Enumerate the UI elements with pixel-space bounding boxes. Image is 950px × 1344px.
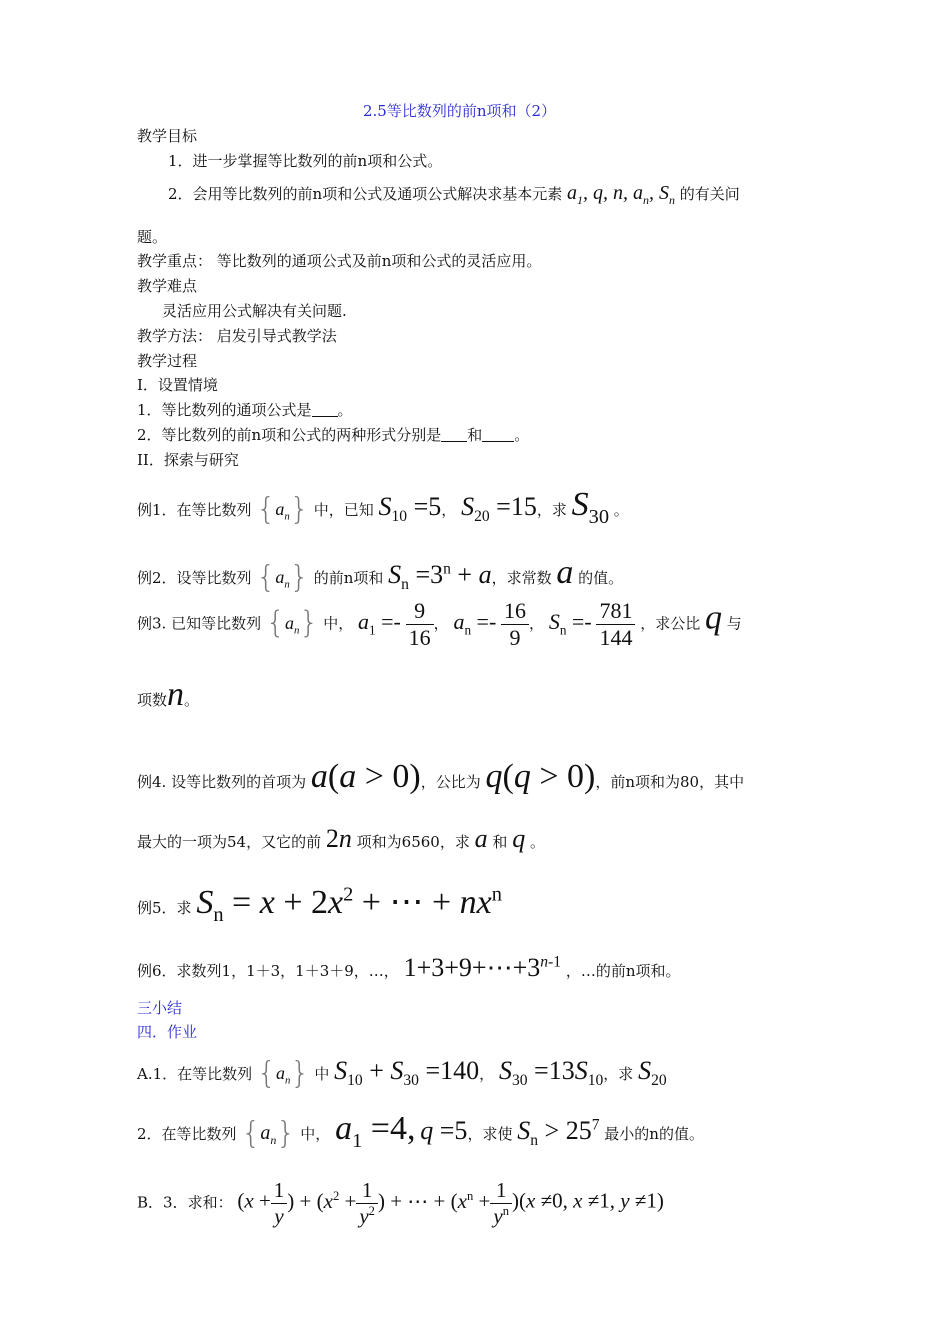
homework-2-text-b: 中， [300,1125,331,1143]
key-points: 教学重点： 等比数列的通项公式及前n项和公式的灵活应用。 [137,252,542,270]
example-4-text-b: ，公比为 [420,773,481,791]
homework-a1-text-c: ， [479,1065,495,1083]
page-title: 2.5等比数列的前n项和（2） [363,102,557,120]
section-2: II．探索与研究 [137,451,239,469]
goal-2-tail: 的有关问 [679,185,740,203]
method: 教学方法： 启发引导式教学法 [137,327,337,345]
process-heading: 教学过程 [137,352,198,370]
question-1-end: 。 [337,401,353,419]
formula: $a_1$ =- [358,608,401,637]
homework-a1-text-b: 中 [314,1065,330,1083]
example-4-text-d: 最大的一项为54，又它的前 [137,833,322,851]
example-2-text-d: 的值。 [578,569,624,587]
example-3-text-a: 例3. 已知等比数列 [137,614,262,633]
example-4-text-f: 和 [492,833,508,851]
example-1-text-d: ，求 [536,501,567,519]
example-1-text-e: 。 [613,501,629,519]
homework-a1-text-a: A.1．在等比数列 [137,1065,253,1083]
example-3-text-f: 。 [184,691,200,709]
example-4-text-g: 。 [529,833,545,851]
example-2-text-c: ，求常数 [491,569,552,587]
goal-2 [168,182,740,207]
homework-heading: 四．作业 [137,1023,198,1041]
example-2-text-b: 的前n项和 [313,569,384,587]
question-2 [137,428,529,443]
homework-b3-text-a: B．3．求和： [137,1193,233,1212]
example-4-cont: 最大的一项为54，又它的前 2n 项和为6560，求 a 和 q 。 [137,824,545,853]
difficulty-heading: 教学难点 [137,277,198,295]
example-4-text-a: 例4. 设等比数列的首项为 [137,773,307,791]
goals-heading: 教学目标 [137,127,198,145]
formula: a [556,554,574,591]
question-2-mid: 和 [467,426,483,444]
example-1-text-c: ， [441,501,457,519]
question-1 [137,403,353,418]
question-2-text: 2．等比数列的前n项和公式的两种形式分别是 [137,426,442,444]
example-4-text-e: 项和为6560，求 [356,833,470,851]
homework-2-text-d: 最小的n的值。 [604,1125,704,1143]
example-3-cont: 项数n。 [137,676,200,713]
example-6-text-a: 例6．求数列1，1＋3，1＋3＋9，…， [137,962,399,980]
formula: $S_{20} =15$ [461,492,537,526]
homework-2-text-a: 2．在等比数列 [137,1125,237,1143]
question-2-end: 。 [514,426,530,444]
example-2: 例2．设等比数列 $\{a_n\}$ 的前n项和 $S_n =3^n + a$，求常数 a 的值。 [137,554,624,595]
example-1-text-a: 例1．在等比数列 [137,501,252,519]
goal-2-cont: 题。 [137,228,168,246]
homework-a1-text-d: ，求 [603,1065,634,1083]
formula: $S_n =3^n + a$ [388,560,492,594]
summary-heading: 三小结 [137,999,183,1017]
example-3-text-b: 中， [323,614,354,633]
example-3-text-e: 项数 [137,691,168,709]
example-6: 例6．求数列1，1＋3，1＋3＋9，…， $1+3+9+\cdots+3^{n-1}$ ，…的前n项和。 [137,953,681,982]
example-2-text-a: 例2．设等比数列 [137,569,252,587]
example-1: 例1．在等比数列 $\{a_n\}$ 中，已知 $S_{10} =5$， $S_{20} =15$，求 $S_{30}$ 。 [137,486,629,528]
example-3: 例3. 已知等比数列 $\{a_n\}$ 中， $a_1$ =- $\frac{9}{16}$ ， $a_n$ =- $\frac{16}{9}$ ， $S_n$ =- $\frac{781}{144}$ ，求公比 q 与 [137,598,742,650]
goal-1: 1．进一步掌握等比数列的前n项和公式。 [168,152,443,170]
goal-2-formula: $a_1$, q, n, $a_n$, $S_n$ [567,182,675,207]
example-1-text-b: 中，已知 [313,501,374,519]
example-3-text-c: ，求公比 [640,614,701,633]
homework-a1: A.1．在等比数列 $\{a_n\}$ 中 $S_{10} + S_{30} =140$， $S_{30} =13S_{10}$，求 $S_{20}$ [137,1056,667,1091]
homework-b3: B．3．求和： (x + $\frac{1}{y}$ ) + ($x^2$ + $\frac{1}{y^2}$ ) + ⋯ + ($x^n$ + $\frac{1}{y^n}$ )(x ≠0, x ≠1, y ≠1) [137,1178,664,1228]
section-1: I．设置情境 [137,376,218,394]
example-5: 例5．求 $S_n = x + 2x^2$ + ⋯ + $nx^n$ [137,883,502,926]
example-6-text-b: ，…的前n项和。 [565,962,681,980]
blank [482,441,514,442]
example-4: 例4. 设等比数列的首项为 a(a > 0)，公比为 q(q > 0)，前n项和为80，其中 [137,758,745,795]
difficulty-text: 灵活应用公式解决有关问题. [162,302,347,320]
blank [312,416,338,417]
example-5-text-a: 例5．求 [137,899,192,917]
homework-2-text-c: ，求使 [467,1125,513,1143]
blank [441,441,467,442]
example-3-text-d: 与 [726,614,742,633]
formula: $S_{30}$ [571,486,610,528]
homework-2: 2．在等比数列 $\{a_n\}$ 中， $a_1 =4$, q =5，求使 $S_n > 25^7$ 最小的n的值。 [137,1110,704,1152]
formula: $S_{10} =5$ [378,492,442,526]
goal-2-text: 2．会用等比数列的前n项和公式及通项公式解决求基本元素 [168,185,563,203]
example-4-text-c: ，前n项和为80，其中 [595,773,745,791]
question-1-text: 1．等比数列的通项公式是 [137,401,312,419]
